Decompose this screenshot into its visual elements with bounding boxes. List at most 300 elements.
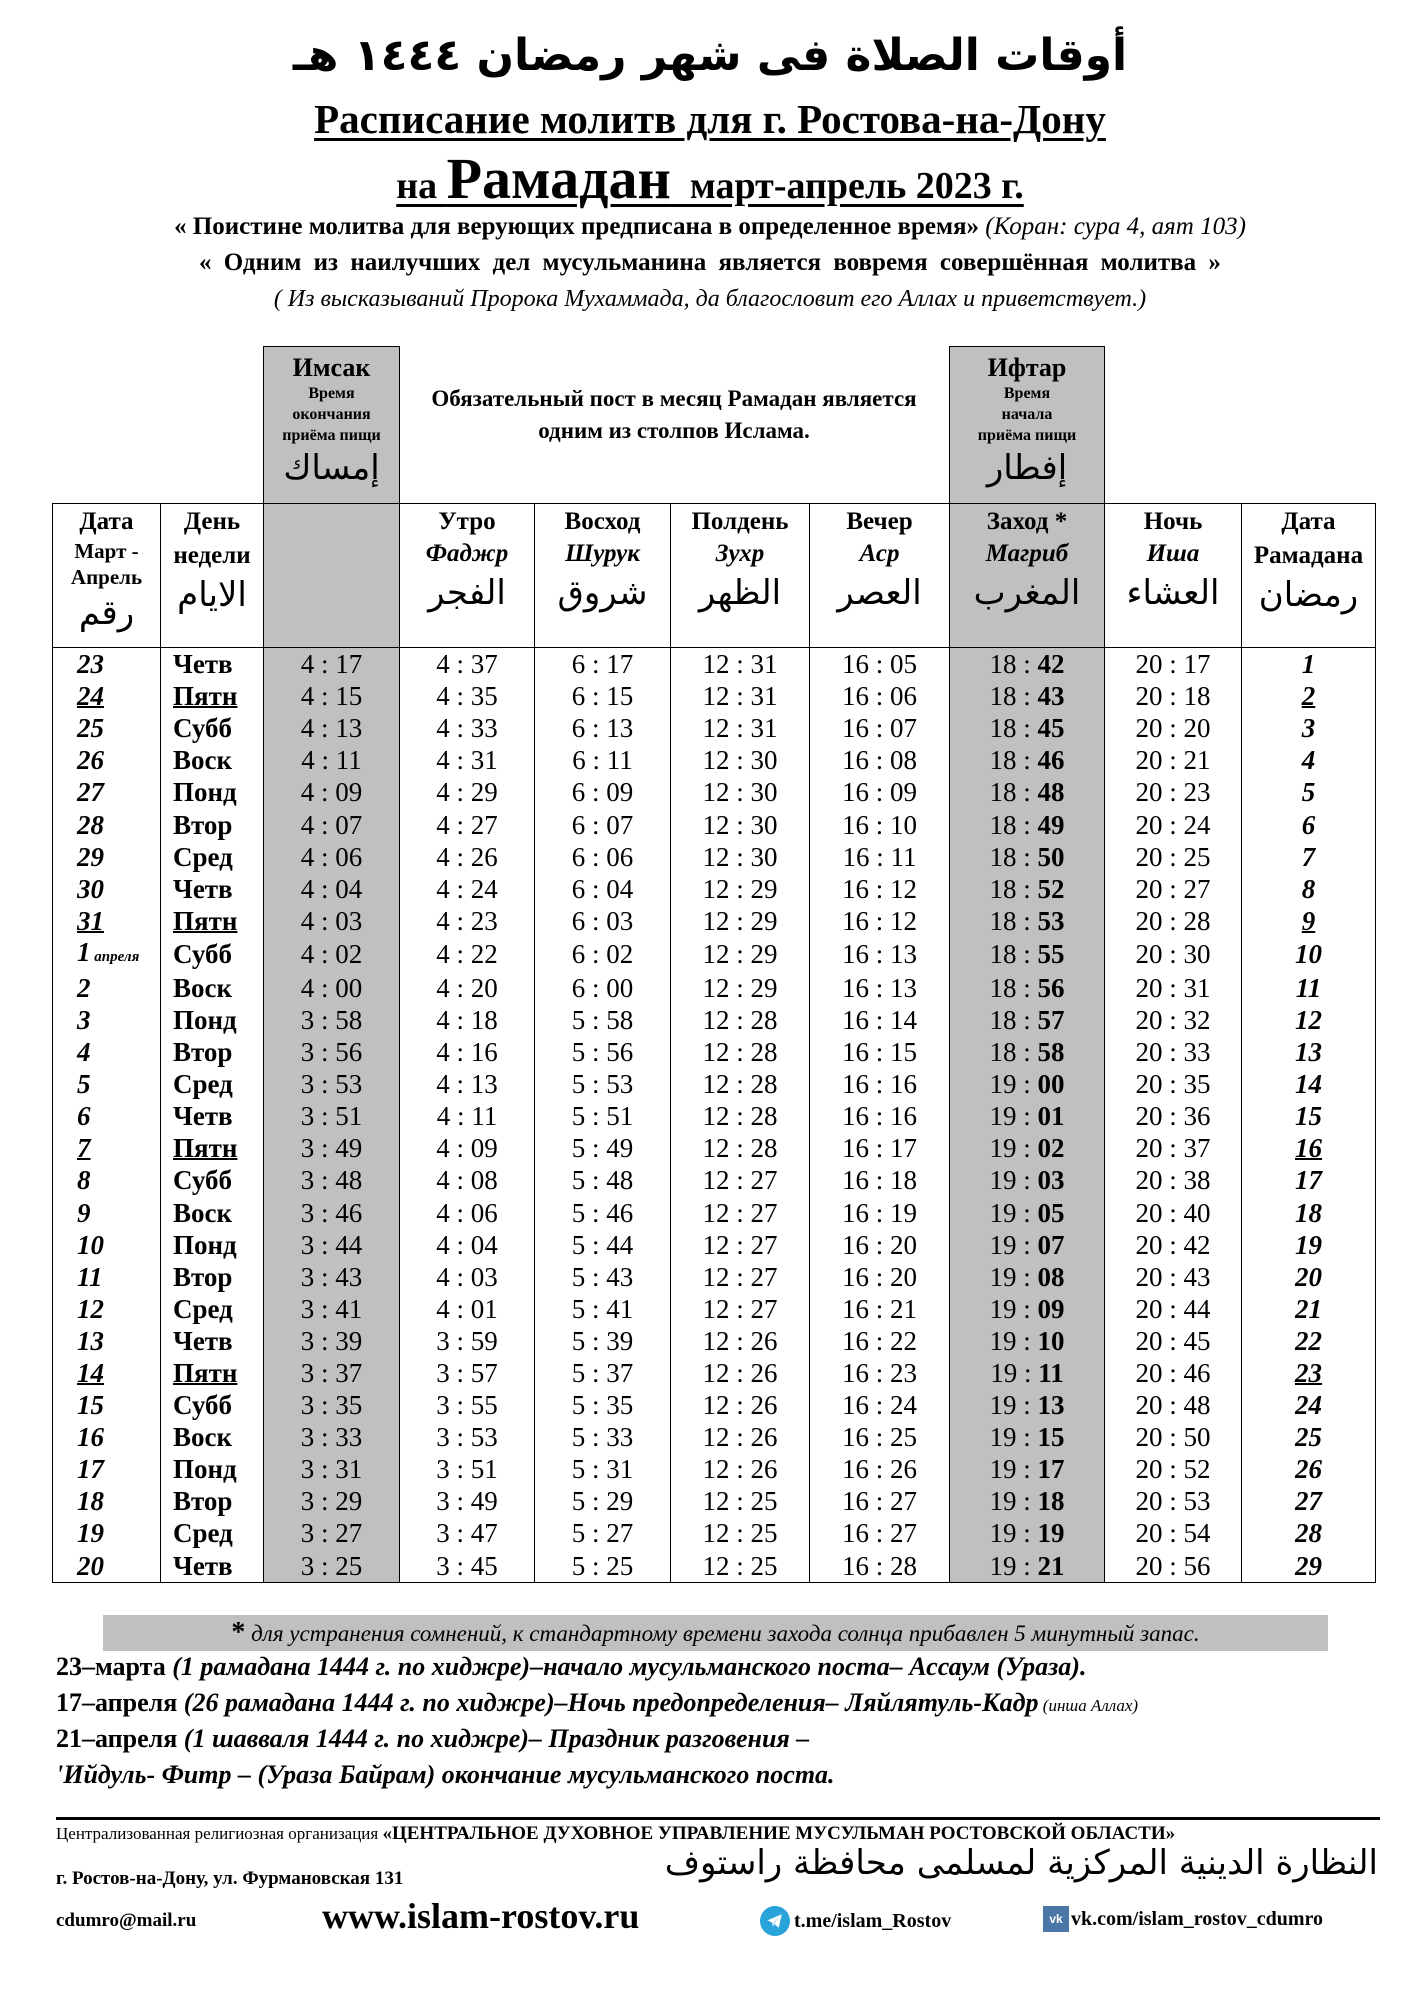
cell-date-value: 23 <box>77 649 104 680</box>
cell-isha-value: 20 : 37 <box>1135 1133 1211 1164</box>
cell-weekday <box>161 1485 264 1517</box>
cell-shuruk <box>535 1004 671 1036</box>
cell-shuruk <box>535 1357 671 1389</box>
cell-imsak-value: 3 : 27 <box>300 1518 363 1549</box>
cell-fajr-value: 4 : 35 <box>436 681 498 712</box>
cell-weekday-value: Воск <box>173 1422 233 1453</box>
cell-shuruk <box>535 841 671 873</box>
cell-asr <box>810 972 950 1004</box>
cell-isha <box>1105 1100 1242 1132</box>
cell-date <box>53 808 161 840</box>
table-row <box>53 1164 1376 1196</box>
cell-date <box>53 1357 161 1389</box>
cell-date-value: 14 <box>77 1358 104 1389</box>
table-body <box>53 648 1376 1583</box>
cell-isha-value: 20 : 24 <box>1135 809 1211 840</box>
cell-zuhr-value: 12 : 28 <box>702 1069 778 1100</box>
cell-fajr-value: 4 : 31 <box>436 745 498 776</box>
cell-fajr-value: 4 : 03 <box>436 1261 498 1292</box>
cell-ramadan-day-value: 2 <box>1301 681 1316 712</box>
cell-weekday-value: Субб <box>173 713 232 744</box>
cell-isha <box>1105 873 1242 905</box>
cell-fajr <box>400 1517 535 1549</box>
cell-fajr-value: 4 : 04 <box>436 1229 498 1260</box>
col-header-zuhr <box>671 504 810 648</box>
cell-date <box>53 1197 161 1229</box>
cell-zuhr <box>671 712 810 744</box>
cell-zuhr <box>671 1485 810 1517</box>
col-header-imsak <box>264 504 400 648</box>
cell-weekday <box>161 744 264 776</box>
cell-imsak-value: 3 : 51 <box>300 1101 363 1132</box>
cell-isha-value: 20 : 53 <box>1135 1486 1211 1517</box>
cell-ramadan-day <box>1242 873 1376 905</box>
col-header-weekday-sub1: недели <box>173 542 251 569</box>
event-text: (1 рамадана 1444 г. по хиджре)–начало мусульманского поста– Ассаум (Ураза). <box>165 1652 1087 1681</box>
cell-asr <box>810 841 950 873</box>
cell-fajr-value: 4 : 33 <box>436 713 498 744</box>
cell-ramadan-day-value: 12 <box>1295 1004 1322 1035</box>
cell-shuruk-value: 5 : 43 <box>571 1261 634 1292</box>
cell-ramadan-day-value: 24 <box>1295 1390 1322 1421</box>
imsak-title: Имсак <box>292 353 371 382</box>
cell-fajr-value: 4 : 24 <box>436 873 498 904</box>
col-header-fajr-ar: الفجر <box>428 573 506 613</box>
table-row <box>53 776 1376 808</box>
cell-isha-value: 20 : 20 <box>1135 713 1211 744</box>
cell-maghrib-hour: 19 : <box>989 1197 1038 1228</box>
cell-date <box>53 1550 161 1583</box>
col-header-asr <box>810 504 950 648</box>
cell-fajr-value: 3 : 55 <box>436 1390 498 1421</box>
cell-date-value: 17 <box>77 1454 104 1485</box>
col-header-fajr-it: Фаджр <box>425 540 509 567</box>
cell-maghrib-minute: 55 <box>1037 939 1065 970</box>
cell-maghrib <box>950 1517 1105 1549</box>
cell-weekday-value: Субб <box>173 1165 232 1196</box>
cell-asr <box>810 1004 950 1036</box>
cell-imsak-value: 3 : 33 <box>300 1422 363 1453</box>
telegram-link-text[interactable]: t.me/islam_Rostov <box>794 1909 952 1932</box>
cell-zuhr-value: 12 : 25 <box>702 1486 778 1517</box>
title-schedule-text: Расписание молитв для г. Ростова-на-Дону <box>314 96 1106 142</box>
cell-maghrib <box>950 1261 1105 1293</box>
cell-maghrib <box>950 1100 1105 1132</box>
cell-maghrib-hour: 19 : <box>989 1486 1038 1517</box>
cell-ramadan-day-value: 22 <box>1295 1325 1322 1356</box>
cell-zuhr <box>671 841 810 873</box>
cell-isha-value: 20 : 45 <box>1135 1325 1211 1356</box>
cell-weekday-value: Четв <box>173 873 233 904</box>
org-website-link[interactable]: www.islam-rostov.ru <box>322 1896 640 1936</box>
table-row <box>53 1517 1376 1549</box>
cell-zuhr <box>671 648 810 681</box>
cell-imsak <box>264 1325 400 1357</box>
col-header-ramadan-day-sub1: Рамадана <box>1253 542 1364 569</box>
cell-maghrib-hour: 18 : <box>989 841 1038 872</box>
cell-fajr <box>400 648 535 681</box>
cell-asr <box>810 648 950 681</box>
cell-shuruk-value: 6 : 04 <box>571 873 634 904</box>
cell-zuhr <box>671 1036 810 1068</box>
cell-maghrib <box>950 1325 1105 1357</box>
cell-maghrib-minute: 45 <box>1037 713 1065 744</box>
cell-imsak <box>264 1389 400 1421</box>
cell-maghrib <box>950 1004 1105 1036</box>
cell-shuruk <box>535 1325 671 1357</box>
cell-maghrib-hour: 18 : <box>989 939 1038 970</box>
cell-fajr <box>400 1357 535 1389</box>
cell-isha-value: 20 : 44 <box>1135 1293 1211 1324</box>
cell-imsak <box>264 1197 400 1229</box>
cell-ramadan-day-value: 14 <box>1295 1069 1322 1100</box>
cell-fajr-value: 3 : 53 <box>436 1422 498 1453</box>
cell-date <box>53 1421 161 1453</box>
cell-isha-value: 20 : 56 <box>1135 1550 1211 1581</box>
cell-asr-value: 16 : 14 <box>841 1004 917 1035</box>
cell-fajr <box>400 873 535 905</box>
cell-weekday-value: Втор <box>173 1486 233 1517</box>
cell-imsak <box>264 937 400 972</box>
cell-isha-value: 20 : 43 <box>1135 1261 1211 1292</box>
cell-shuruk <box>535 1550 671 1583</box>
col-header-shuruk-ru: Восход <box>564 508 641 535</box>
cell-weekday <box>161 1132 264 1164</box>
cell-ramadan-day <box>1242 1197 1376 1229</box>
cell-isha <box>1105 1068 1242 1100</box>
col-header-fajr-ru: Утро <box>438 508 496 535</box>
table-row <box>53 937 1376 972</box>
cell-imsak-value: 3 : 37 <box>300 1358 363 1389</box>
cell-weekday-value: Втор <box>173 809 233 840</box>
cell-asr-value: 16 : 12 <box>841 905 917 936</box>
cell-date-value: 4 <box>77 1037 91 1068</box>
cell-ramadan-day-value: 25 <box>1295 1422 1322 1453</box>
cell-zuhr <box>671 744 810 776</box>
cell-zuhr <box>671 680 810 712</box>
cell-date <box>53 744 161 776</box>
cell-fajr-value: 4 : 09 <box>436 1133 498 1164</box>
cell-shuruk <box>535 1261 671 1293</box>
cell-fajr <box>400 1293 535 1325</box>
cell-maghrib <box>950 1229 1105 1261</box>
cell-shuruk <box>535 1197 671 1229</box>
quote-hadith: « Одним из наилучших дел мусульманина является вовремя совершённая молитва » <box>199 249 1221 276</box>
cell-isha <box>1105 905 1242 937</box>
telegram-link[interactable] <box>760 1906 951 1936</box>
cell-maghrib-minute: 13 <box>1037 1390 1065 1421</box>
cell-imsak <box>264 1229 400 1261</box>
table-row <box>53 905 1376 937</box>
cell-zuhr-value: 12 : 29 <box>702 939 778 970</box>
cell-zuhr-value: 12 : 27 <box>702 1293 778 1324</box>
table-row <box>53 1132 1376 1164</box>
cell-zuhr <box>671 1197 810 1229</box>
cell-ramadan-day <box>1242 1004 1376 1036</box>
cell-fajr <box>400 1197 535 1229</box>
cell-ramadan-day-value: 13 <box>1295 1037 1322 1068</box>
cell-asr-value: 16 : 20 <box>841 1261 917 1292</box>
cell-weekday <box>161 1453 264 1485</box>
cell-imsak <box>264 972 400 1004</box>
cell-weekday <box>161 1068 264 1100</box>
cell-maghrib-minute: 03 <box>1037 1165 1065 1196</box>
iftar-desc-1: Время <box>1003 385 1051 402</box>
cell-weekday-value: Сред <box>173 1069 233 1100</box>
cell-ramadan-day-value: 29 <box>1295 1550 1322 1581</box>
cell-ramadan-day-value: 15 <box>1295 1101 1322 1132</box>
cell-imsak-value: 4 : 03 <box>300 905 363 936</box>
table-row <box>53 1036 1376 1068</box>
col-header-maghrib-ru: Заход * <box>986 508 1068 535</box>
cell-imsak-value: 3 : 58 <box>300 1004 363 1035</box>
cell-shuruk-value: 6 : 03 <box>571 905 634 936</box>
footer-divider <box>56 1817 1380 1820</box>
cell-weekday <box>161 1517 264 1549</box>
cell-shuruk-value: 5 : 29 <box>571 1486 634 1517</box>
cell-isha <box>1105 776 1242 808</box>
cell-asr <box>810 1485 950 1517</box>
cell-fajr-value: 3 : 49 <box>436 1486 498 1517</box>
cell-zuhr <box>671 1132 810 1164</box>
event-eid-continued: 'Ийдуль- Фитр – (Ураза Байрам) окончание мусульманского поста. <box>56 1760 835 1789</box>
table-row <box>53 1229 1376 1261</box>
cell-ramadan-day-value: 23 <box>1295 1358 1322 1389</box>
cell-weekday <box>161 1357 264 1389</box>
cell-date <box>53 1036 161 1068</box>
cell-imsak-value: 4 : 06 <box>300 841 363 872</box>
cell-zuhr <box>671 1004 810 1036</box>
cell-ramadan-day <box>1242 712 1376 744</box>
cell-date <box>53 680 161 712</box>
cell-zuhr-value: 12 : 26 <box>702 1454 778 1485</box>
cell-ramadan-day <box>1242 1132 1376 1164</box>
cell-shuruk <box>535 808 671 840</box>
vk-link-text[interactable]: vk.com/islam_rostov_cdumro <box>1071 1907 1324 1930</box>
cell-ramadan-day-value: 27 <box>1295 1486 1322 1517</box>
cell-asr <box>810 1036 950 1068</box>
cell-fajr-value: 4 : 13 <box>436 1069 498 1100</box>
quote-quran-source: (Коран: сура 4, аят 103) <box>979 213 1246 240</box>
cell-weekday <box>161 972 264 1004</box>
cell-maghrib-minute: 02 <box>1037 1133 1065 1164</box>
cell-shuruk-value: 5 : 41 <box>571 1293 634 1324</box>
cell-maghrib-minute: 10 <box>1037 1325 1065 1356</box>
vk-link[interactable] <box>1043 1906 1323 1932</box>
cell-weekday <box>161 808 264 840</box>
cell-date-value: 10 <box>77 1229 104 1260</box>
cell-date <box>53 1293 161 1325</box>
footnote-star: * <box>231 1617 246 1648</box>
maghrib-footnote <box>103 1615 1328 1651</box>
telegram-icon <box>760 1906 790 1936</box>
cell-shuruk-value: 5 : 51 <box>571 1101 634 1132</box>
cell-weekday <box>161 1293 264 1325</box>
cell-isha <box>1105 744 1242 776</box>
cell-date <box>53 972 161 1004</box>
cell-fajr-value: 3 : 51 <box>436 1454 498 1485</box>
cell-isha-value: 20 : 25 <box>1135 841 1211 872</box>
cell-fajr <box>400 1261 535 1293</box>
cell-weekday-value: Понд <box>173 1004 237 1035</box>
cell-isha <box>1105 808 1242 840</box>
cell-maghrib <box>950 648 1105 681</box>
vk-icon: vk <box>1043 1906 1069 1932</box>
cell-weekday-value: Сред <box>173 1293 233 1324</box>
cell-maghrib <box>950 1197 1105 1229</box>
cell-maghrib-minute: 46 <box>1037 745 1065 776</box>
cell-maghrib-hour: 18 : <box>989 1004 1038 1035</box>
cell-imsak-value: 3 : 53 <box>300 1069 363 1100</box>
cell-fajr <box>400 1068 535 1100</box>
cell-imsak-value: 4 : 04 <box>300 873 363 904</box>
col-header-asr-ru: Вечер <box>846 508 913 535</box>
cell-date-value: 30 <box>77 873 104 904</box>
cell-shuruk <box>535 1164 671 1196</box>
cell-maghrib-minute: 48 <box>1037 777 1065 808</box>
cell-asr-value: 16 : 28 <box>841 1550 917 1581</box>
imsak-header-box <box>263 346 400 503</box>
cell-maghrib <box>950 712 1105 744</box>
col-header-isha-it: Иша <box>1146 540 1200 567</box>
cell-fajr <box>400 841 535 873</box>
cell-fajr-value: 3 : 47 <box>436 1518 498 1549</box>
cell-ramadan-day-value: 3 <box>1301 713 1316 744</box>
cell-imsak <box>264 905 400 937</box>
cell-date <box>53 1389 161 1421</box>
cell-asr <box>810 905 950 937</box>
cell-imsak <box>264 873 400 905</box>
cell-maghrib-minute: 53 <box>1037 905 1065 936</box>
cell-fajr-value: 4 : 11 <box>436 1101 498 1132</box>
cell-ramadan-day <box>1242 680 1376 712</box>
prayer-times-table <box>52 503 1376 1583</box>
cell-zuhr-value: 12 : 27 <box>702 1165 778 1196</box>
cell-isha-value: 20 : 27 <box>1135 873 1211 904</box>
cell-shuruk-value: 5 : 27 <box>571 1518 634 1549</box>
cell-date-value: 31 <box>77 905 104 936</box>
cell-zuhr-value: 12 : 31 <box>702 713 778 744</box>
cell-imsak-value: 4 : 02 <box>300 939 363 970</box>
cell-asr <box>810 1517 950 1549</box>
cell-weekday-value: Пятн <box>173 905 238 936</box>
cell-imsak <box>264 841 400 873</box>
cell-maghrib-minute: 19 <box>1037 1518 1065 1549</box>
cell-date-value: 20 <box>77 1550 104 1581</box>
cell-zuhr-value: 12 : 25 <box>702 1550 778 1581</box>
cell-weekday <box>161 1325 264 1357</box>
cell-isha-value: 20 : 40 <box>1135 1197 1211 1228</box>
cell-maghrib <box>950 1357 1105 1389</box>
cell-weekday <box>161 680 264 712</box>
imsak-desc-1: Время <box>308 385 355 402</box>
cell-maghrib-minute: 49 <box>1037 809 1065 840</box>
cell-shuruk-value: 6 : 13 <box>571 713 634 744</box>
cell-date-value: 25 <box>77 713 104 744</box>
cell-shuruk-value: 6 : 06 <box>571 841 634 872</box>
cell-maghrib-minute: 00 <box>1037 1069 1065 1100</box>
cell-weekday <box>161 1197 264 1229</box>
cell-weekday-value: Субб <box>173 1390 232 1421</box>
cell-weekday-value: Субб <box>173 939 232 970</box>
cell-maghrib-hour: 19 : <box>989 1550 1038 1581</box>
cell-imsak-value: 3 : 49 <box>300 1133 363 1164</box>
cell-weekday-value: Пятн <box>173 1133 238 1164</box>
cell-isha-value: 20 : 46 <box>1135 1358 1211 1389</box>
cell-weekday-value: Воск <box>173 745 233 776</box>
cell-asr-value: 16 : 08 <box>841 745 917 776</box>
cell-imsak <box>264 1036 400 1068</box>
event-text: (1 шавваля 1444 г. по хиджре)– Праздник разговения – <box>177 1724 810 1753</box>
table-row <box>53 648 1376 681</box>
cell-imsak-value: 4 : 07 <box>300 809 363 840</box>
cell-date-value: 11 <box>77 1261 103 1292</box>
cell-zuhr-value: 12 : 29 <box>702 873 778 904</box>
cell-imsak-value: 3 : 35 <box>300 1390 363 1421</box>
cell-asr-value: 16 : 06 <box>841 681 917 712</box>
cell-weekday <box>161 1036 264 1068</box>
cell-imsak-value: 3 : 39 <box>300 1325 363 1356</box>
cell-maghrib-hour: 19 : <box>989 1518 1038 1549</box>
cell-zuhr <box>671 1100 810 1132</box>
cell-date-value: 26 <box>77 745 104 776</box>
cell-date <box>53 841 161 873</box>
cell-weekday-value: Воск <box>173 1197 233 1228</box>
quote-quran-text: « Поистине молитва для верующих предписана в определенное время» <box>174 213 980 240</box>
cell-ramadan-day-value: 19 <box>1295 1229 1322 1260</box>
cell-maghrib <box>950 937 1105 972</box>
col-header-maghrib <box>950 504 1105 648</box>
cell-zuhr-value: 12 : 26 <box>702 1358 778 1389</box>
cell-date <box>53 937 161 972</box>
cell-ramadan-day <box>1242 1453 1376 1485</box>
cell-isha <box>1105 1453 1242 1485</box>
cell-date <box>53 873 161 905</box>
cell-shuruk-value: 5 : 49 <box>571 1133 634 1164</box>
cell-fajr <box>400 1164 535 1196</box>
cell-imsak <box>264 1517 400 1549</box>
cell-maghrib-hour: 18 : <box>989 972 1038 1003</box>
cell-zuhr <box>671 1229 810 1261</box>
cell-asr-value: 16 : 27 <box>841 1518 917 1549</box>
cell-weekday <box>161 841 264 873</box>
cell-fajr-value: 4 : 26 <box>436 841 498 872</box>
cell-ramadan-day-value: 26 <box>1295 1454 1322 1485</box>
cell-maghrib <box>950 1453 1105 1485</box>
cell-asr <box>810 1389 950 1421</box>
org-email-link[interactable]: cdumro@mail.ru <box>56 1910 197 1931</box>
cell-maghrib <box>950 776 1105 808</box>
cell-asr-value: 16 : 18 <box>841 1165 917 1196</box>
cell-imsak <box>264 1261 400 1293</box>
cell-maghrib-minute: 08 <box>1037 1261 1065 1292</box>
cell-zuhr-value: 12 : 30 <box>702 777 778 808</box>
event-note: (инша Аллах) <box>1038 1696 1139 1715</box>
cell-imsak-value: 3 : 44 <box>300 1229 363 1260</box>
cell-isha-value: 20 : 33 <box>1135 1037 1211 1068</box>
cell-asr-value: 16 : 05 <box>841 649 917 680</box>
cell-zuhr <box>671 1293 810 1325</box>
cell-asr-value: 16 : 24 <box>841 1390 917 1421</box>
cell-imsak <box>264 1293 400 1325</box>
cell-asr <box>810 712 950 744</box>
cell-ramadan-day-value: 16 <box>1295 1133 1322 1164</box>
cell-maghrib <box>950 1068 1105 1100</box>
cell-asr-value: 16 : 17 <box>841 1133 917 1164</box>
cell-weekday-value: Понд <box>173 1229 237 1260</box>
cell-ramadan-day <box>1242 972 1376 1004</box>
cell-maghrib-minute: 18 <box>1037 1486 1065 1517</box>
